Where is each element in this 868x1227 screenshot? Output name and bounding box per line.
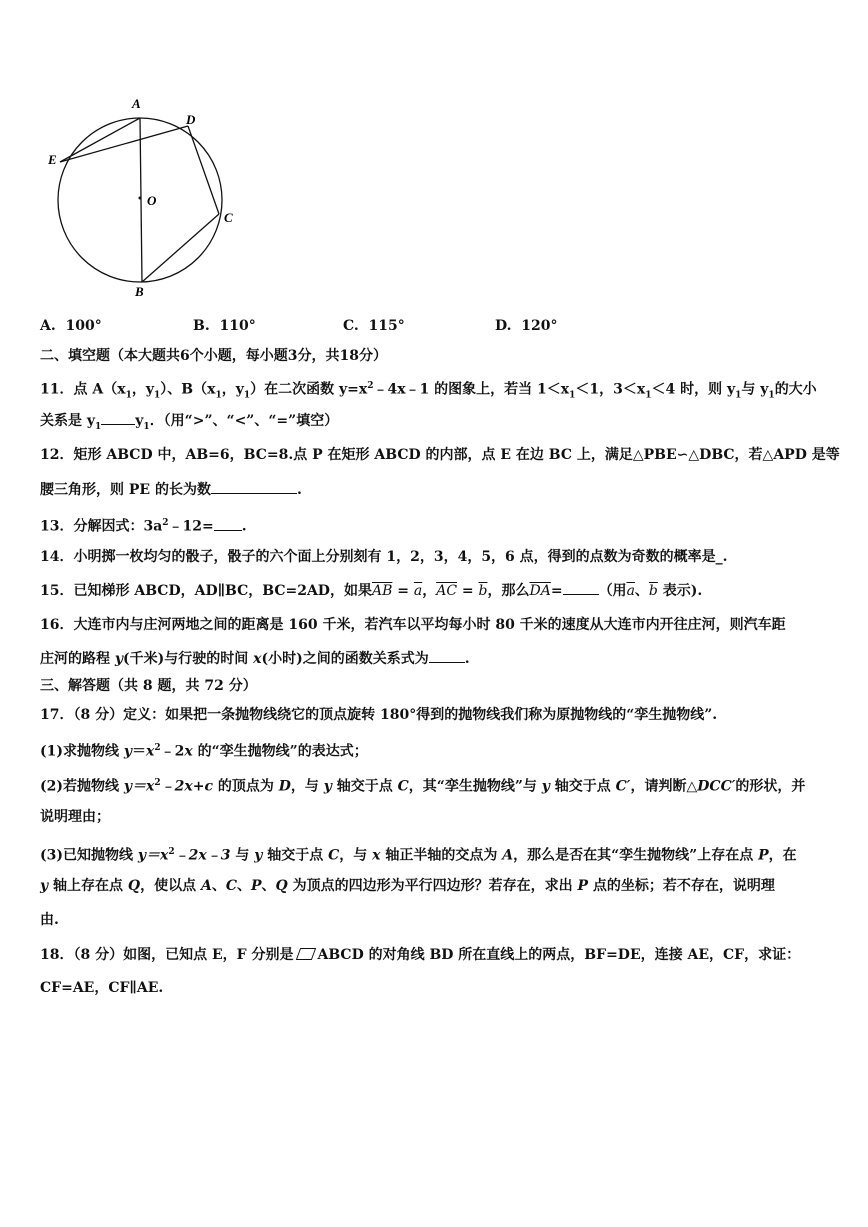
q18-line1: 18．（8 分）如图，已知点 E，F 分别是 ABCD 的对角线 BD 所在直线上的两点，BF=DE，连接 AE，CF，求证： — [40, 947, 801, 963]
q12-blank[interactable] — [211, 479, 297, 494]
circle-figure — [40, 90, 260, 305]
label-e: E — [48, 152, 57, 167]
label-o: O — [147, 193, 157, 208]
option-c: C. 115° — [343, 318, 405, 334]
section-2-title: 二、填空题（本大题共6个小题，每小题3分，共18分） — [40, 348, 387, 364]
q18-line2: CF=AE，CF∥AE. — [40, 980, 164, 996]
parallelogram-icon — [296, 948, 316, 960]
segment-dc — [188, 126, 219, 214]
label-b: B — [135, 284, 144, 299]
q16-line1: 16．大连市内与庄河两地之间的距离是 160 千米，若汽车以平均每小时 80 千米的速度从大连市内开往庄河，则汽车距 — [40, 617, 786, 633]
q11-blank[interactable] — [101, 410, 135, 425]
q11-line1: 11．点 $A(x_1$，$y_1$）、$B(x_1$，$y_1$）在二次函数 $y=x^2﹣4x﹣1$ 的图象上，若当 $1<x_1<1$，$3<x_1<4$ 时，则 $y_1$与 $y_1$的大小 — [40, 381, 817, 401]
q16-blank[interactable] — [429, 648, 465, 663]
section-3-title: 三、解答题（共 8 题，共 72 分） — [40, 678, 257, 694]
q17-part3-line3: 由. — [40, 912, 59, 928]
q15-blank[interactable] — [563, 580, 599, 595]
q17-part2-line2: 说明理由； — [40, 809, 110, 825]
q13-blank[interactable] — [214, 516, 242, 531]
option-d: D. 120° — [495, 318, 558, 334]
q17-intro: 17．（8 分）定义：如果把一条抛物线绕它的顶点旋转 180°得到的抛物线我们称为原抛物线的“孪生抛物线”. — [40, 707, 718, 723]
q17-part3-line2: y 轴上存在点 Q，使以点 A、C、P、Q 为顶点的四边形为平行四边形？若存在，求出 P 点的坐标；若不存在，说明理 — [40, 878, 775, 894]
option-a: A. 100° — [40, 318, 102, 334]
q14-line: 14．小明掷一枚均匀的骰子，骰子的六个面上分别刻有 1，2，3，4，5，6 点，得到的点数为奇数的概率是_. — [40, 549, 728, 565]
center-dot — [139, 197, 142, 200]
q16-line2: 庄河的路程 y(千米)与行驶的时间 x(小时)之间的函数关系式为 . — [40, 648, 470, 669]
q11-line2: 关系是 $y_1$ $y_1$．（用“>”、“<”、“=”填空） — [40, 410, 338, 437]
q15-line: 15．已知梯形 ABCD，AD∥BC，BC=2AD，如果$\overline{AB} = \overline{a}$，$\overline{AC} = \overline{b}$，那么$\overline{DA}=$ （用$\overline{a}$、$\overline{b}$ 表示). — [40, 580, 702, 601]
segment-ae — [60, 118, 140, 162]
q12-line2: 腰三角形，则 PE 的长为数 . — [40, 479, 302, 500]
label-c: C — [224, 210, 233, 225]
q13-line: 13．分解因式：$3a^2﹣12=$ . — [40, 513, 247, 537]
q17-part2-line1: (2)若抛物线 $y=x^2﹣2x+c$ 的顶点为 D，与 y 轴交于点 C，其“孪生抛物线”与 y 轴交于点 C′，请判断△DCC′的形状，并 — [40, 778, 806, 795]
segment-ab — [140, 118, 142, 282]
option-b: B. 110° — [193, 318, 256, 334]
segment-ed — [60, 126, 188, 162]
q17-part3-line1: (3)已知抛物线 $y=x^2﹣2x﹣3$ 与 y 轴交于点 C，与 x 轴正半轴的交点为 A，那么是否在其“孪生抛物线”上存在点 P，在 — [40, 847, 797, 864]
q17-part1: (1)求抛物线 $y=x^2﹣2x$ 的“孪生抛物线”的表达式； — [40, 743, 368, 760]
label-a: A — [132, 96, 141, 111]
q12-line1: 12．矩形 ABCD 中，AB=6，BC=8.点 P 在矩形 ABCD 的内部，点 E 在边 BC 上，满足△PBE∽△DBC，若△APD 是等 — [40, 447, 840, 463]
label-d: D — [186, 112, 196, 127]
